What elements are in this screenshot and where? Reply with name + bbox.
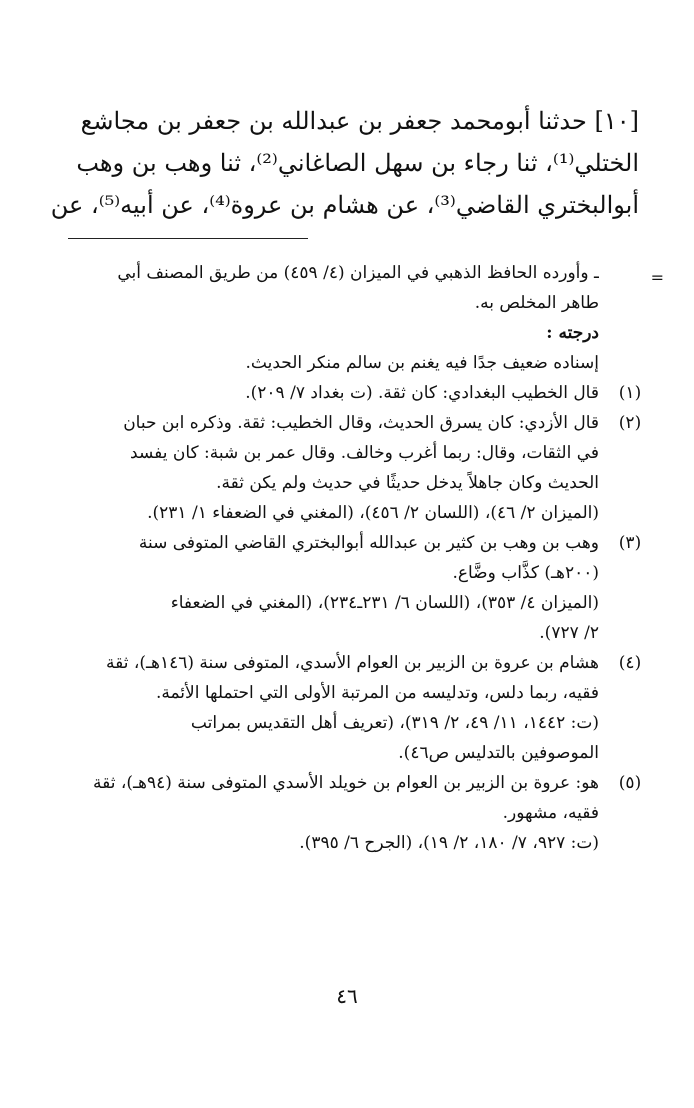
footnote-line: (الميزان ٤/ ٣٥٣)، (اللسان ٦/ ٢٣١ـ٢٣٤)، (المغني في الضعفاء xyxy=(170,593,599,613)
footnote-line: قال الخطيب البغدادي: كان ثقة. (ت بغداد ٧/ ٢٠٩). xyxy=(245,383,599,403)
footnote-4 xyxy=(40,648,642,768)
footnote-2 xyxy=(40,408,642,528)
footnote-line: (ت: ١٤٤٢، ١١/ ٤٩، ٢/ ٣١٩)، (تعريف أهل التقديس بمراتب xyxy=(190,713,599,733)
footnote-line: هو: عروة بن الزبير بن العوام بن خويلد الأسدي المتوفى سنة (٩٤هـ)، ثقة xyxy=(93,773,599,793)
footnote-5 xyxy=(40,768,642,858)
footnote-line: وهب بن وهب بن كثير بن عبدالله أبوالبختري القاضي المتوفى سنة xyxy=(138,533,599,553)
footnote-line: في الثقات، وقال: ربما أغرب وخالف. وقال عمر بن شبة: كان يفسد xyxy=(130,443,599,463)
footnote-line: ـ وأورده الحافظ الذهبي في الميزان (٤/ ٤٥٩) من طريق المصنف أبي xyxy=(117,263,599,283)
grade-heading: درجته : xyxy=(546,323,599,343)
footnote-line: طاهر المخلص به. xyxy=(474,293,599,313)
footnote-number: (٣) xyxy=(618,533,642,553)
footnote-1 xyxy=(40,378,642,408)
grade-text: إسناده ضعيف جدًا فيه يغنم بن سالم منكر الحديث. xyxy=(245,353,599,373)
footnotes xyxy=(40,258,642,858)
footnote-line: فقيه، مشهور. xyxy=(502,803,599,823)
footnote-line: (الميزان ٢/ ٤٦)، (اللسان ٢/ ٤٥٦)، (المغني في الضعفاء ١/ ٢٣١). xyxy=(147,503,599,523)
footnote-divider xyxy=(68,238,308,239)
footnote-number: (٥) xyxy=(618,773,642,793)
hadith-line: أبوالبختري القاضي⁽³⁾، عن هشام بن عروة⁽⁴⁾، عن أبيه⁽⁵⁾، عن xyxy=(50,191,639,219)
footnote-line: هشام بن عروة بن الزبير بن العوام الأسدي، المتوفى سنة (١٤٦هـ)، ثقة xyxy=(106,653,599,673)
footnote-line: ٢/ ٧٢٧). xyxy=(539,623,599,643)
footnote-number: (١) xyxy=(618,383,642,403)
footnote-line: الموصوفين بالتدليس ص٤٦). xyxy=(398,743,599,763)
footnote-line: فقيه، ربما دلس، وتدليسه من المرتبة الأولى التي احتملها الأئمة. xyxy=(155,683,599,703)
footnote-number: (٢) xyxy=(618,413,642,433)
footnote-line: قال الأزدي: كان يسرق الحديث، وقال الخطيب: ثقة. وذكره ابن حبان xyxy=(123,413,599,433)
hadith-line: الختلي⁽¹⁾، ثنا رجاء بن سهل الصاغاني⁽²⁾، ثنا وهب بن وهب xyxy=(76,149,639,177)
footnote-number: (٤) xyxy=(618,653,642,673)
page-number: ٤٦ xyxy=(336,984,358,1008)
footnote-line: (ت: ٩٢٧، ٧/ ١٨٠، ٢/ ١٩)، (الجرح ٦/ ٣٩٥). xyxy=(299,833,599,853)
footnote-3 xyxy=(40,528,642,648)
hadith-line: [١٠] حدثنا أبومحمد جعفر بن عبدالله بن جعفر بن مجاشع xyxy=(80,107,639,135)
footnote-intro xyxy=(40,258,639,378)
footnote-line: الحديث وكان جاهلاً يدخل حديثًا في حديث ولم يكن ثقة. xyxy=(216,473,599,493)
continuation-mark: = xyxy=(650,268,664,287)
hadith-text xyxy=(40,100,639,226)
footnote-line: (٢٠٠هـ) كذَّاب وضَّاع. xyxy=(452,563,599,583)
